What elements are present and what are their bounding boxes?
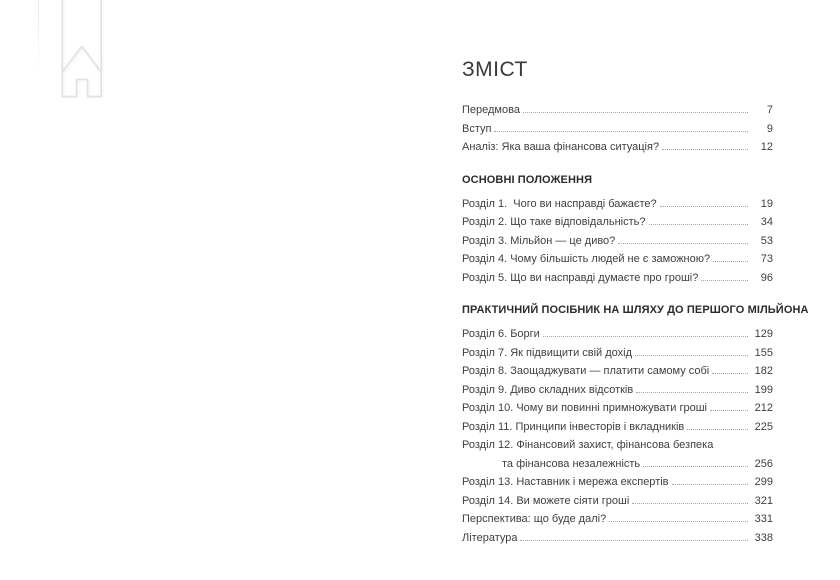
toc-entry <box>462 399 773 418</box>
section-header-practical: ПРАКТИЧНИЙ ПОСІБНИК НА ШЛЯХУ ДО ПЕРШОГО МІЛЬЙОНА <box>462 304 809 316</box>
toc-entry-label: Розділ 1. Чого ви насправді бажаєте? <box>462 197 657 210</box>
toc-entry-label: Перспектива: що буде далі? <box>462 513 607 525</box>
toc-entry-label: Розділ 10. Чому ви повинні примножувати гроші <box>462 402 707 414</box>
toc-leader-dots <box>701 280 748 281</box>
toc-leader-dots <box>672 484 748 485</box>
toc-entry-label: Розділ 14. Ви можете сіяти гроші <box>462 494 630 507</box>
toc-entry-label: Розділ 6. Борги <box>462 328 540 340</box>
home-icon <box>61 0 103 100</box>
toc-entry <box>462 436 773 455</box>
toc-leader-dots <box>494 131 748 132</box>
toc-entry <box>462 138 773 157</box>
toc-entry-label: Аналіз: Яка ваша фінансова ситуація? <box>462 141 660 153</box>
toc-page-number: 19 <box>760 197 773 210</box>
toc-page-number: 299 <box>754 476 773 488</box>
toc-page-number: 73 <box>760 253 773 265</box>
toc-entry-label: Вступ <box>462 122 492 135</box>
toc-leader-dots <box>618 243 748 244</box>
toc-entry <box>462 455 773 474</box>
toc-page-number: 331 <box>754 513 773 525</box>
toc-entry-label: та фінансова незалежність <box>502 457 641 470</box>
toc-content <box>462 57 809 547</box>
toc-entry <box>462 120 773 139</box>
toc-page-number: 212 <box>754 402 773 414</box>
toc-entry <box>462 250 773 269</box>
toc-entry-label: Розділ 8. Заощаджувати — платити самому собі <box>462 365 710 377</box>
section-header-basics: ОСНОВНІ ПОЛОЖЕННЯ <box>462 173 593 186</box>
toc-entry <box>462 362 773 381</box>
toc-entry <box>462 344 773 363</box>
toc-leader-dots <box>636 392 748 393</box>
toc-leader-dots <box>609 521 748 522</box>
toc-entry-label: Література <box>462 531 518 544</box>
toc-entry-label: Розділ 5. Що ви насправді думаєте про гроші? <box>462 271 699 284</box>
toc-page-number: 321 <box>754 494 773 507</box>
toc-leader-dots <box>543 336 748 337</box>
toc-page-number: 53 <box>760 234 773 247</box>
toc-entry <box>462 492 773 511</box>
toc-page-number: 129 <box>754 328 773 340</box>
toc-leader-dots <box>632 503 748 504</box>
toc-leader-dots <box>662 149 748 150</box>
toc-entry-label: Розділ 7. Як підвищити свій дохід <box>462 346 633 359</box>
toc-leader-dots <box>712 373 748 374</box>
toc-entry-label: Розділ 11. Принципи інвесторів і вкладників <box>462 420 685 433</box>
toc-page-number: 199 <box>754 383 773 396</box>
toc-group-front <box>462 101 773 157</box>
toc-entry <box>462 381 773 400</box>
toc-entry <box>462 529 773 548</box>
toc-group-practical <box>462 325 773 547</box>
toc-leader-dots <box>520 540 748 541</box>
toc-entry-label: Розділ 4. Чому більшість людей не є заможною? <box>462 253 711 265</box>
home-bookmark-button[interactable] <box>61 0 103 100</box>
toc-group-basics <box>462 195 773 288</box>
toc-entry-label: Розділ 12. Фінансовий захист, фінансова безпека <box>462 439 714 451</box>
toc-page-number: 12 <box>760 141 773 153</box>
toc-entry <box>462 213 773 232</box>
toc-entry <box>462 473 773 492</box>
toc-leader-dots <box>635 355 748 356</box>
toc-leader-dots <box>687 429 748 430</box>
toc-entry <box>462 101 773 120</box>
toc-page-number: 7 <box>766 104 773 116</box>
toc-entry <box>462 269 773 288</box>
page-title: ЗМІСТ <box>462 58 528 81</box>
toc-leader-dots <box>710 410 748 411</box>
toc-entry-label: Передмова <box>462 104 520 116</box>
page-edge-line <box>38 0 39 80</box>
toc-entry-label: Розділ 13. Наставник і мережа експертів <box>462 476 669 488</box>
toc-page-number: 34 <box>760 216 773 228</box>
toc-page-number: 225 <box>754 420 773 433</box>
toc-page-number: 155 <box>754 346 773 359</box>
toc-page-number: 256 <box>754 457 773 470</box>
toc-entry <box>462 418 773 437</box>
toc-entry <box>462 510 773 529</box>
toc-entry <box>462 232 773 251</box>
toc-entry <box>462 325 773 344</box>
toc-page-number: 182 <box>754 365 773 377</box>
toc-leader-dots <box>643 466 748 467</box>
toc-page-number: 338 <box>754 531 773 544</box>
toc-entry-label: Розділ 2. Що таке відповідальність? <box>462 216 646 228</box>
toc-page-number: 9 <box>766 122 773 135</box>
toc-page-number: 96 <box>760 271 773 284</box>
toc-leader-dots <box>660 206 748 207</box>
toc-entry <box>462 195 773 214</box>
toc-entry-label: Розділ 9. Диво складних відсотків <box>462 383 634 396</box>
toc-leader-dots <box>649 224 748 225</box>
toc-entry-label: Розділ 3. Мільйон — це диво? <box>462 234 616 247</box>
toc-leader-dots <box>713 261 748 262</box>
toc-leader-dots <box>523 112 748 113</box>
